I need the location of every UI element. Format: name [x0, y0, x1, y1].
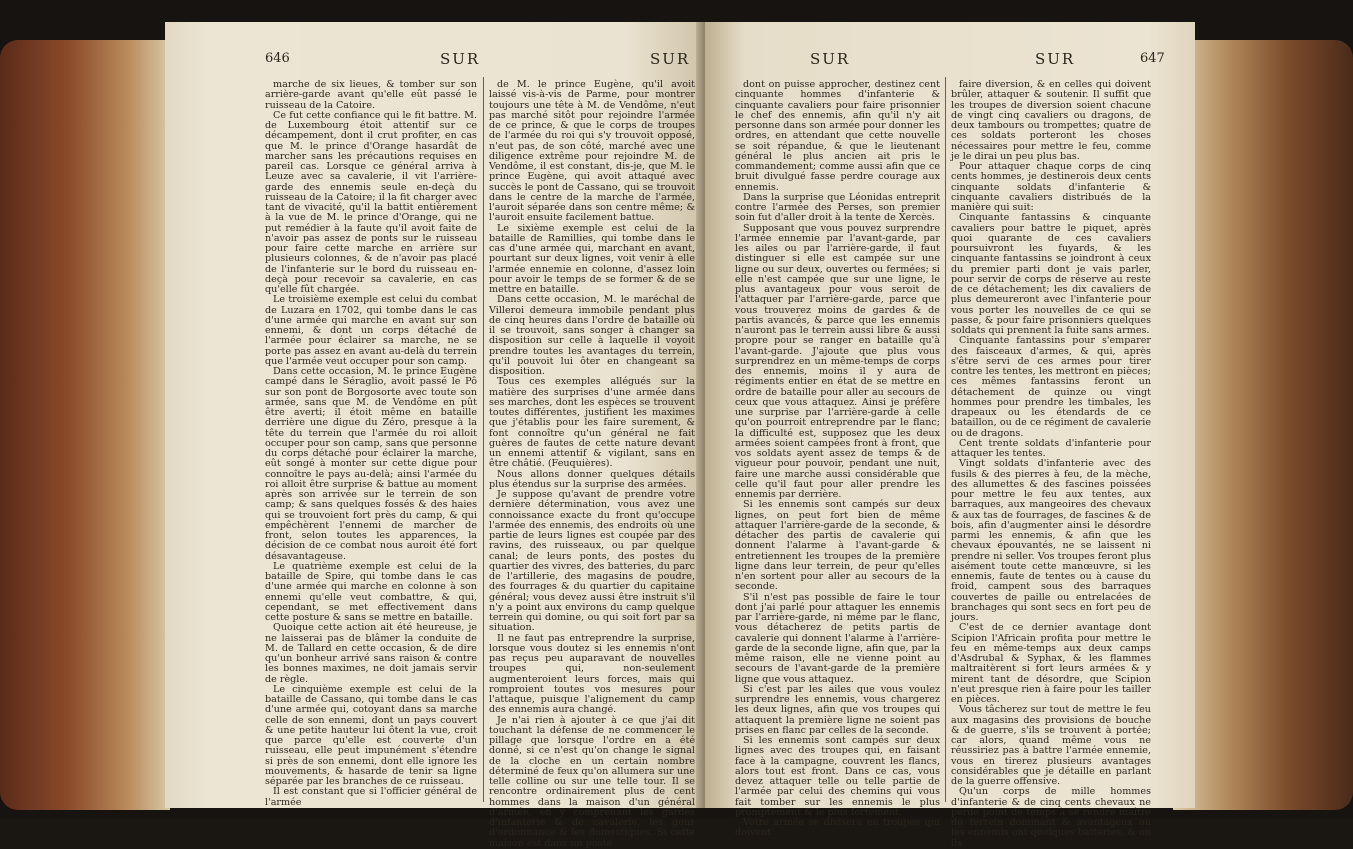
paragraph: Tous ces exemples allégués sur la matière des surprises d'une armée dans ses marches, dont les espèces se trouvent toutes différentes, justifient les maximes que j'établis pour les faire surement, & font connoître qu'un général ne fait guères de fautes de cette nature devant un ennemi attentif & vigilant, sans en être châtié. (Feuquières).	[489, 376, 695, 470]
right-page-number: 647	[1140, 51, 1165, 66]
paragraph: Quoique cette action ait été heureuse, je ne laisserai pas de blâmer la conduite de M. de Tallard en cette occasion, & de dire qu'un bonheur arrivé sans raison & contre les bonnes maximes, ne doit jamais servir de règle.	[265, 622, 477, 685]
paragraph: Si les ennemis sont campés sur deux lignes, on peut fort bien de même attaquer l'arrière-garde de la seconde, & détacher des partis de cavalerie qui donnent l'alarme à l'avant-garde & entretiennent les troupes de la première ligne dans leur terrein, de peur qu'elles n'en sortent pour aller au secours de la seconde.	[735, 499, 940, 593]
paragraph: de M. le prince Eugène, qu'il avoit laissé vis-à-vis de Parme, pour montrer toujours une tête à M. de Vendôme, n'eut pas marché sitôt pour rejoindre l'armée de ce prince, & que le corps de troupes de l'armée du roi qui s'y trouvoit opposé, n'eut pas, de son côté, marché avec une diligence extrême pour rejoindre M. de Vendôme, il est constant, dis-je, que M. le prince Eugène, qui avoit attaqué avec succès le pont de Cassano, qui se trouvoit dans le centre de la marche de l'armée, l'auroit séparée dans son centre même; & l'auroit ensuite facilement battue.	[489, 79, 695, 224]
paragraph: Ce fut cette confiance qui le fit battre. M. de Luxembourg étoit attentif sur ce décampement, dont il crut profiter, en cas que M. le prince d'Orange hasardât de marcher sans les précautions requises en pareil cas. Lorsque ce général arriva à Leuze avec sa cavalerie, il vit l'arrière-garde des ennemis seule en-deçà du ruisseau de la Catoire; il la fit charger avec tant de vivacité, qu'il la battit entièrement à la vue de M. le prince d'Orange, qui ne put remédier à la faute qu'il avoit faite de n'avoir pas assez de ponts sur le ruisseau pour faire cette marche en arrière sur plusieurs colonnes, & de n'avoir pas placé de l'infanterie sur le bord du ruisseau en-deçà pour recevoir sa cavalerie, en cas qu'elle fût chargée.	[265, 109, 477, 295]
right-column-2	[951, 79, 1151, 849]
paragraph: Je suppose qu'avant de prendre votre dernière détermination, vous avez une connoissance exacte du front qu'occupe l'armée des ennemis, des endroits où une partie de leurs lignes est coupée par des ravins, des ruisseaux, ou par quelque canal; de leurs ponts, des postes du quartier des vivres, des batteries, du parc de l'artillerie, des magasins de poudre, des fourrages & du quartier du capitaine général; vous devez aussi être instruit s'il n'y a point aux environs du camp quelque terrein qui domine, ou qui soit fort par sa situation.	[489, 489, 695, 634]
left-column-rule	[483, 77, 484, 802]
paragraph: Cent trente soldats d'infanterie pour attaquer les tentes.	[951, 437, 1151, 459]
left-column-1	[265, 79, 477, 808]
paragraph: faire diversion, & en celles qui doivent brûler, attaquer & soutenir. Il suffit que les troupes de diversion soient chacune de vingt cinq cavaliers ou dragons, de deux tambours ou trompettes; quatre de ces soldats porteront les choses nécessaires pour mettre le feu, comme je le dirai un peu plus bas.	[951, 79, 1151, 162]
paragraph: Cinquante fantassins pour s'emparer des faisceaux d'armes, & qui, après s'être servi de ces armes pour tirer contre les tentes, les mettront en pièces; ces mêmes fantassins feront un détachement de quinze ou vingt hommes pour prendre les timbales, les drapeaux ou les étendards de ce bataillon, ou de ce régiment de cavalerie ou de dragons.	[951, 335, 1151, 439]
paragraph: Nous allons donner quelques détails plus étendus sur la surprise des armées.	[489, 468, 695, 490]
paragraph: Pour attaquer chaque corps de cinq cents hommes, je destinerois deux cents cinquante soldats d'infanterie & cinquante cavaliers distribués de la manière qui suit:	[951, 161, 1151, 213]
paragraph: Le cinquième exemple est celui de la bataille de Cassano, qui tombe dans le cas d'une armée qui, cotoyant dans sa marche celle de son ennemi, dont un pays couvert & une petite hauteur lui ôtent la vue, croit que parce qu'elle est couverte d'un ruisseau, elle peut impunément s'étendre si près de son ennemi, dont elle ignore les mouvements, & hasarde de tenir sa ligne séparée par les branches de ce ruisseau.	[265, 683, 477, 787]
paragraph: Qu'un corps de mille hommes d'infanterie & de cinq cents chevaux ne perde point de temps à se rendre maître du terrein dominant & avantageux où les ennemis ont quelques batteries, & où ils	[951, 786, 1151, 849]
paragraph: C'est de ce dernier avantage dont Scipion l'Africain profita pour mettre le feu en même-temps aux deux camps d'Asdrubal & Syphax, & les flammes maltraitèrent si fort leurs armées & y mirent tant de désordre, que Scipion n'eut presque rien à faire pour les tailler en pièces.	[951, 622, 1151, 705]
paragraph: marche de six lieues, & tomber sur son arrière-garde avant qu'elle eût passé le ruisseau de la Catoire.	[265, 79, 477, 111]
right-page	[705, 22, 1195, 849]
paragraph: Supposant que vous pouvez surprendre l'armée ennemie par l'avant-garde, par les ailes ou par l'arrière-garde, il faut distinguer si elle est campée sur une ligne ou sur deux, ouvertes ou fermées; si elle n'est campée que sur une ligne, le plus avantageux pour vous seroit de l'attaquer par l'arrière-garde, parce que vous trouverez moins de gardes & de partis avancés, & parce que les ennemis n'auront pas le terrein aussi libre & aussi propre pour se ranger en bataille qu'à l'avant-garde. J'ajoute que plus vous surprendrez en un même-temps de corps des ennemis, moins il y aura de régiments entier en état de se mettre en ordre de bataille pour aller au secours de ceux que vous attaquez. Ainsi je préfère une surprise par l'arrière-garde à celle qu'on pourroit entreprendre par le flanc; la difficulté est, supposez que les deux armées soient campées front à front, que vos soldats ayent assez de temps & de vigueur pour pouvoir, pendant une nuit, faire une marche aussi considérable que celle qu'il faut pour aller prendre les ennemis par derrière.	[735, 222, 940, 500]
paragraph: Je n'ai rien à ajouter à ce que j'ai dit touchant la défense de ne commencer le pillage que lorsque l'ordre en a été donné, si ce n'est qu'on change le signal de la cloche en un certain nombre déterminé de feux qu'on allumera sur une telle colline ou sur une telle tour. Il se rencontre ordinairement plus de cent hommes dans la maison d'un général d'armée, en y comprenant les gardes d'infanterie & de cavalerie, les gens d'ordonnance & les domestiques. Si cette maison est dans un poste	[489, 714, 695, 849]
right-column-1	[735, 79, 940, 839]
left-page-edges	[0, 40, 170, 810]
paragraph: S'il n'est pas possible de faire le tour dont j'ai parlé pour attaquer les ennemis par l'arrière-garde, ni même par le flanc, vous détacherez de petits partis de cavalerie qui donnent l'alarme à l'arrière-garde de la seconde ligne, afin que, par la même raison, elle ne vienne point au secours de l'avant-garde de la première ligne que vous attaquez.	[735, 591, 940, 685]
paragraph: Le troisième exemple est celui du combat de Luzara en 1702, qui tombe dans le cas d'une armée qui marche en avant sur son ennemi, & dont un corps détaché de l'armée pour éclairer sa marche, ne se porte pas assez en avant au-delà du terrein que l'armée veut occuper pour son camp.	[265, 294, 477, 367]
paragraph: Cinquante fantassins & cinquante cavaliers pour battre le piquet, après quoi quarante de ces cavaliers poursuivront les fuyards, & les cinquante fantassins se joindront à ceux du premier parti dont je vais parler, pour servir de corps de réserve au reste de ce détachement; les dix cavaliers de plus demeureront avec l'infanterie pour vous porter les nouvelles de ce qui se passe, & pour faire prisonniers quelques soldats qui prennent la fuite sans armes.	[951, 212, 1151, 336]
paragraph: Si les ennemis sont campés sur deux lignes avec des troupes qui, en faisant face à la campagne, couvrent les flancs, alors tout est front. Dans ce cas, vous devez attaquer telle ou telle partie de l'armée par celui des chemins qui vous fait tomber sur les ennemis le plus promptement & le plus fortement.	[735, 735, 940, 818]
paragraph: Si c'est par les ailes que vous voulez surprendre les ennemis, vous chargerez les deux lignes, afin que vos troupes qui attaquent la première ligne ne soient pas prises en flanc par celles de la seconde.	[735, 683, 940, 736]
left-head-word: SUR	[440, 50, 481, 68]
left-page	[165, 22, 705, 849]
paragraph: Votre armée se divisera en troupes qui doivent	[735, 817, 940, 839]
left-page-number: 646	[265, 51, 290, 66]
paragraph: Il est constant que si l'officier général de l'armée	[265, 786, 477, 808]
paragraph: dont on puisse approcher, destinez cent cinquante hommes d'infanterie & cinquante cavaliers pour faire prisonnier le chef des ennemis, afin qu'il n'y ait personne dans son armée pour donner les ordres, en attendant que cette nouvelle se soit répandue, & que le lieutenant général le plus ancien ait pris le commandement; comme aussi afin que ce bruit divulgué fasse perdre courage aux ennemis.	[735, 79, 940, 193]
right-head-word-2: SUR	[1035, 50, 1076, 68]
paragraph: Vingt soldats d'infanterie avec des fusils & des pierres à feu, de la mèche, des allumettes & des fascines poissées pour mettre le feu aux tentes, aux barraques, aux mangeoires des chevaux & aux tas de fourrages, de fascines & de bois, afin d'augmenter ainsi le désordre parmi les ennemis, & afin que les chevaux épouvantés, ne se laissent ni prendre ni seller. Vos troupes feront plus aisément toute cette manœuvre, si les ennemis, faute de tentes ou à cause du froid, campent sous des barraques couvertes de paille ou entrelacées de branchages qui sont secs en fort peu de jours.	[951, 458, 1151, 623]
left-head-word-2: SUR	[650, 50, 691, 68]
paragraph: Le sixième exemple est celui de la bataille de Ramillies, qui tombe dans le cas d'une armée qui, marchant en avant, pourtant sur deux lignes, voit venir à elle l'armée ennemie en colonne, d'assez loin pour avoir le temps de se former & de se mettre en bataille.	[489, 222, 695, 295]
paragraph: Dans cette occasion, M. le prince Eugène campé dans le Séraglio, avoit passé le Pô sur son pont de Borgosorte avec toute son armée, sans que M. de Vendôme en pût être averti; il étoit même en bataille derrière une digue du Zéro, presque à la tête du terrein que l'armée du roi alloit occuper pour son camp, sans que personne du corps détaché pour éclairer la marche, eût songé à monter sur cette digue pour connoître le pays au-delà; ainsi l'armée du roi alloit être surprise & battue au moment après son arrivée sur le terrein de son camp; & sans quelques fossés & des haies qui se trouvoient fort près du camp, & qui empêchèrent l'ennemi de marcher de front, selon toutes les apparences, la décision de ce combat nous auroit été fort désavantageuse.	[265, 366, 477, 562]
left-column-2	[489, 79, 695, 849]
paragraph: Dans cette occasion, M. le maréchal de Villeroi demeura immobile pendant plus de cinq heures dans l'ordre de bataille où il se trouvoit, sans songer à changer sa disposition sur celle à laquelle il voyoit prendre toutes les avantages du terrein, qu'il pouvoit lui ôter en changeant sa disposition.	[489, 294, 695, 377]
paragraph: Vous tâcherez sur tout de mettre le feu aux magasins des provisions de bouche & de guerre, s'ils se trouvent à portée; car alors, quand même vous ne réussiriez pas à battre l'armée ennemie, vous en tirerez plusieurs avantages considérables que je détaille en parlant de la guerre offensive.	[951, 704, 1151, 787]
paragraph: Dans la surprise que Léonidas entreprit contre l'armée des Perses, son premier soin fut d'aller droit à la tente de Xercès.	[735, 191, 940, 224]
right-head-word: SUR	[810, 50, 851, 68]
right-column-rule	[945, 77, 946, 802]
paragraph: Il ne faut pas entreprendre la surprise, lorsque vous doutez si les ennemis n'ont pas reçus peu auparavant de nouvelles troupes qui, non-seulement augmenteroient leurs forces, mais qui romproient toutes vos mesures pour l'attaque, puisque l'alignement du camp des ennemis aura changé.	[489, 632, 695, 716]
paragraph: Le quatrième exemple est celui de la bataille de Spire, qui tombe dans le cas d'une armée qui marche en colonne à son ennemi qu'elle veut combattre, & qui, cependant, se met effectivement dans cette posture & sans se mettre en bataille.	[265, 560, 477, 623]
left-running-head	[265, 50, 695, 70]
right-page-edges	[1173, 40, 1353, 810]
right-running-head	[735, 50, 1175, 70]
